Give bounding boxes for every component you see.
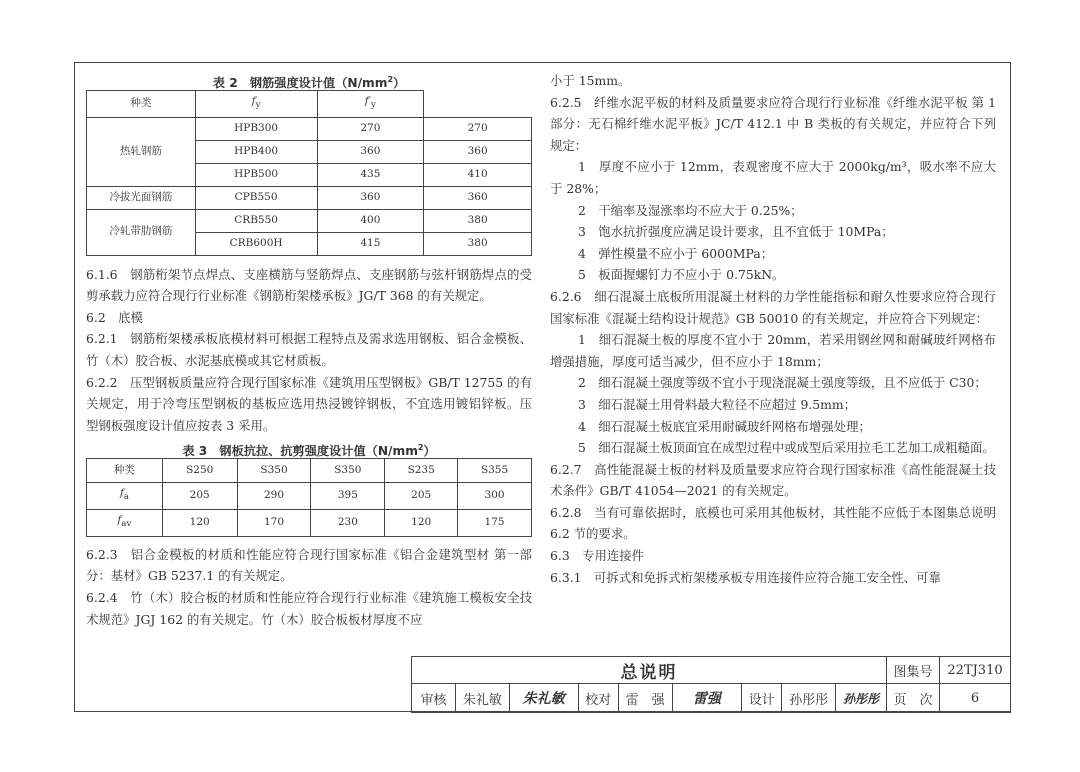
clause-6-2-7: 6.2.7 高性能混凝土板的材料及质量要求应符合现行国家标准《高性能混凝土技术条件》GB/T 41054—2021 的有关规定。 <box>550 461 996 499</box>
clause-6-1-6: 6.1.6 钢筋桁架节点焊点、支座横筋与竖筋焊点、支座钢筋与弦杆钢筋焊点的受剪承载力应符合现行行业标准《钢筋桁架楼承板》JG/T 368 的有关规定。 <box>86 266 532 304</box>
list-item: 1 厚度不应小于 12mm，表观密度不应大于 2000kg/m³，吸水率不应大于 28%； <box>550 159 996 196</box>
check-label: 校对 <box>578 684 618 713</box>
table-header-row: 种类 S250 S350 S350 S235 S355 <box>87 459 532 483</box>
clause-6-2-2: 6.2.2 压型钢板质量应符合现行国家标准《建筑用压型钢板》GB/T 12755 的有关规定，用于冷弯压型钢板的基板应选用热浸镀锌钢板，不宜选用镀铝锌板。压型钢板强度设计值应按表 3 采用。 <box>86 374 532 433</box>
page-number: 6 <box>940 684 1011 713</box>
checker-signature: 雷强 <box>672 684 742 713</box>
table-row: HPB400 360 360 <box>87 140 532 163</box>
checker-name: 雷 强 <box>618 684 672 713</box>
table-row: CRB600H 415 380 <box>87 232 532 255</box>
list-item: 4 弹性模量不应小于 6000MPa； <box>578 245 774 261</box>
list-item: 5 细石混凝土板顶面宜在成型过程中或成型后采用拉毛工艺加工成粗糙面。 <box>578 440 995 456</box>
table-row: 热轧钢筋 HPB300 270 270 <box>87 117 532 140</box>
table-row: 冷拔光面钢筋 CPB550 360 360 <box>87 186 532 209</box>
reviewer-name: 朱礼敏 <box>455 684 509 713</box>
review-label: 审核 <box>412 684 456 713</box>
list-item: 4 细石混凝土板底宜采用耐碱玻纤网格布增强处理； <box>578 418 871 434</box>
designer-signature: 孙彤彤 <box>836 684 887 713</box>
list-item: 1 细石混凝土板的厚度不宜小于 20mm，若采用钢丝网和耐碱玻纤网格布增强措施，厚度可适当减少，但不应小于 18mm； <box>550 332 996 369</box>
clause-6-2-1: 6.2.1 钢筋桁架楼承板底模材料可根据工程特点及需求选用钢板、铝合金模板、竹（木）胶合板、水泥基底模或其它材质板。 <box>86 331 532 369</box>
table-header-row: 种类 $f_y$ $f'_y$ <box>87 91 532 118</box>
table-row: 冷轧带肋钢筋 CRB550 400 380 <box>87 209 532 232</box>
clause-continuation: 小于 15mm。 <box>550 73 631 88</box>
title-block <box>411 656 1011 712</box>
table-row: $f_a$ 205 290 395 205 300 <box>87 483 532 510</box>
list-item: 3 细石混凝土用骨料最大粒径不应超过 9.5mm； <box>578 396 857 412</box>
left-column <box>86 70 532 630</box>
table3-steel-strength <box>86 458 532 536</box>
drawing-title: 总说明 <box>412 657 887 684</box>
atlas-number-label: 图集号 <box>887 657 940 684</box>
design-label: 设计 <box>742 684 782 713</box>
table3-caption: 表 3 钢板抗拉、抗剪强度设计值$(N/mm^2)$ <box>182 443 436 459</box>
clause-6-2-3: 6.2.3 铝合金模板的材质和性能应符合现行国家标准《铝合金建筑型材 第一部分：基材》GB 5237.1 的有关规定。 <box>86 546 532 584</box>
clause-6-2-6: 6.2.6 细石混凝土底板所用混凝土材料的力学性能指标和耐久性要求应符合现行国家标准《混凝土结构设计规范》GB 50010 的有关规定，并应符合下列规定： <box>550 288 996 326</box>
section-heading-6-2: 6.2 底模 <box>86 309 143 325</box>
table-row: $f_{av}$ 120 170 230 120 175 <box>87 510 532 537</box>
clause-6-2-5: 6.2.5 纤维水泥平板的材料及质量要求应符合现行行业标准《纤维水泥平板 第 1 部分：无石棉纤维水泥平板》JC/T 412.1 中 B 类板的有关规定，并应符合下列规定： <box>550 94 996 153</box>
list-item: 3 饱水抗折强度应满足设计要求，且不宜低于 10MPa； <box>578 224 894 240</box>
reviewer-signature: 朱礼敏 <box>509 684 578 713</box>
table2-caption: 表 2 钢筋强度设计值$(N/mm^2)$ <box>212 75 406 91</box>
table-row: HPB500 435 410 <box>87 163 532 186</box>
clause-6-2-4: 6.2.4 竹（木）胶合板的材质和性能应符合现行行业标准《建筑施工模板安全技术规范》JGJ 162 的有关规定。竹（木）胶合板板材厚度不应 <box>86 590 532 627</box>
table2-rebar-strength <box>86 90 532 256</box>
list-item: 2 干缩率及湿涨率均不应大于 0.25%； <box>578 202 803 218</box>
designer-name: 孙彤彤 <box>782 684 836 713</box>
right-column <box>550 70 996 588</box>
clause-6-3-1: 6.3.1 可拆式和免拆式桁架楼承板专用连接件应符合施工安全性、可靠 <box>550 569 941 585</box>
list-item: 2 细石混凝土强度等级不宜小于现浇混凝土强度等级，且不应低于 C30； <box>578 375 987 391</box>
clause-6-2-8: 6.2.8 当有可靠依据时，底模也可采用其他板材，其性能不应低于本图集总说明 6.2 节的要求。 <box>550 504 996 542</box>
section-heading-6-3: 6.3 专用连接件 <box>550 548 645 564</box>
atlas-number: 22TJ310 <box>940 657 1011 684</box>
list-item: 5 板面握螺钉力不应小于 0.75kN。 <box>578 267 785 283</box>
page-label: 页 次 <box>887 684 940 713</box>
